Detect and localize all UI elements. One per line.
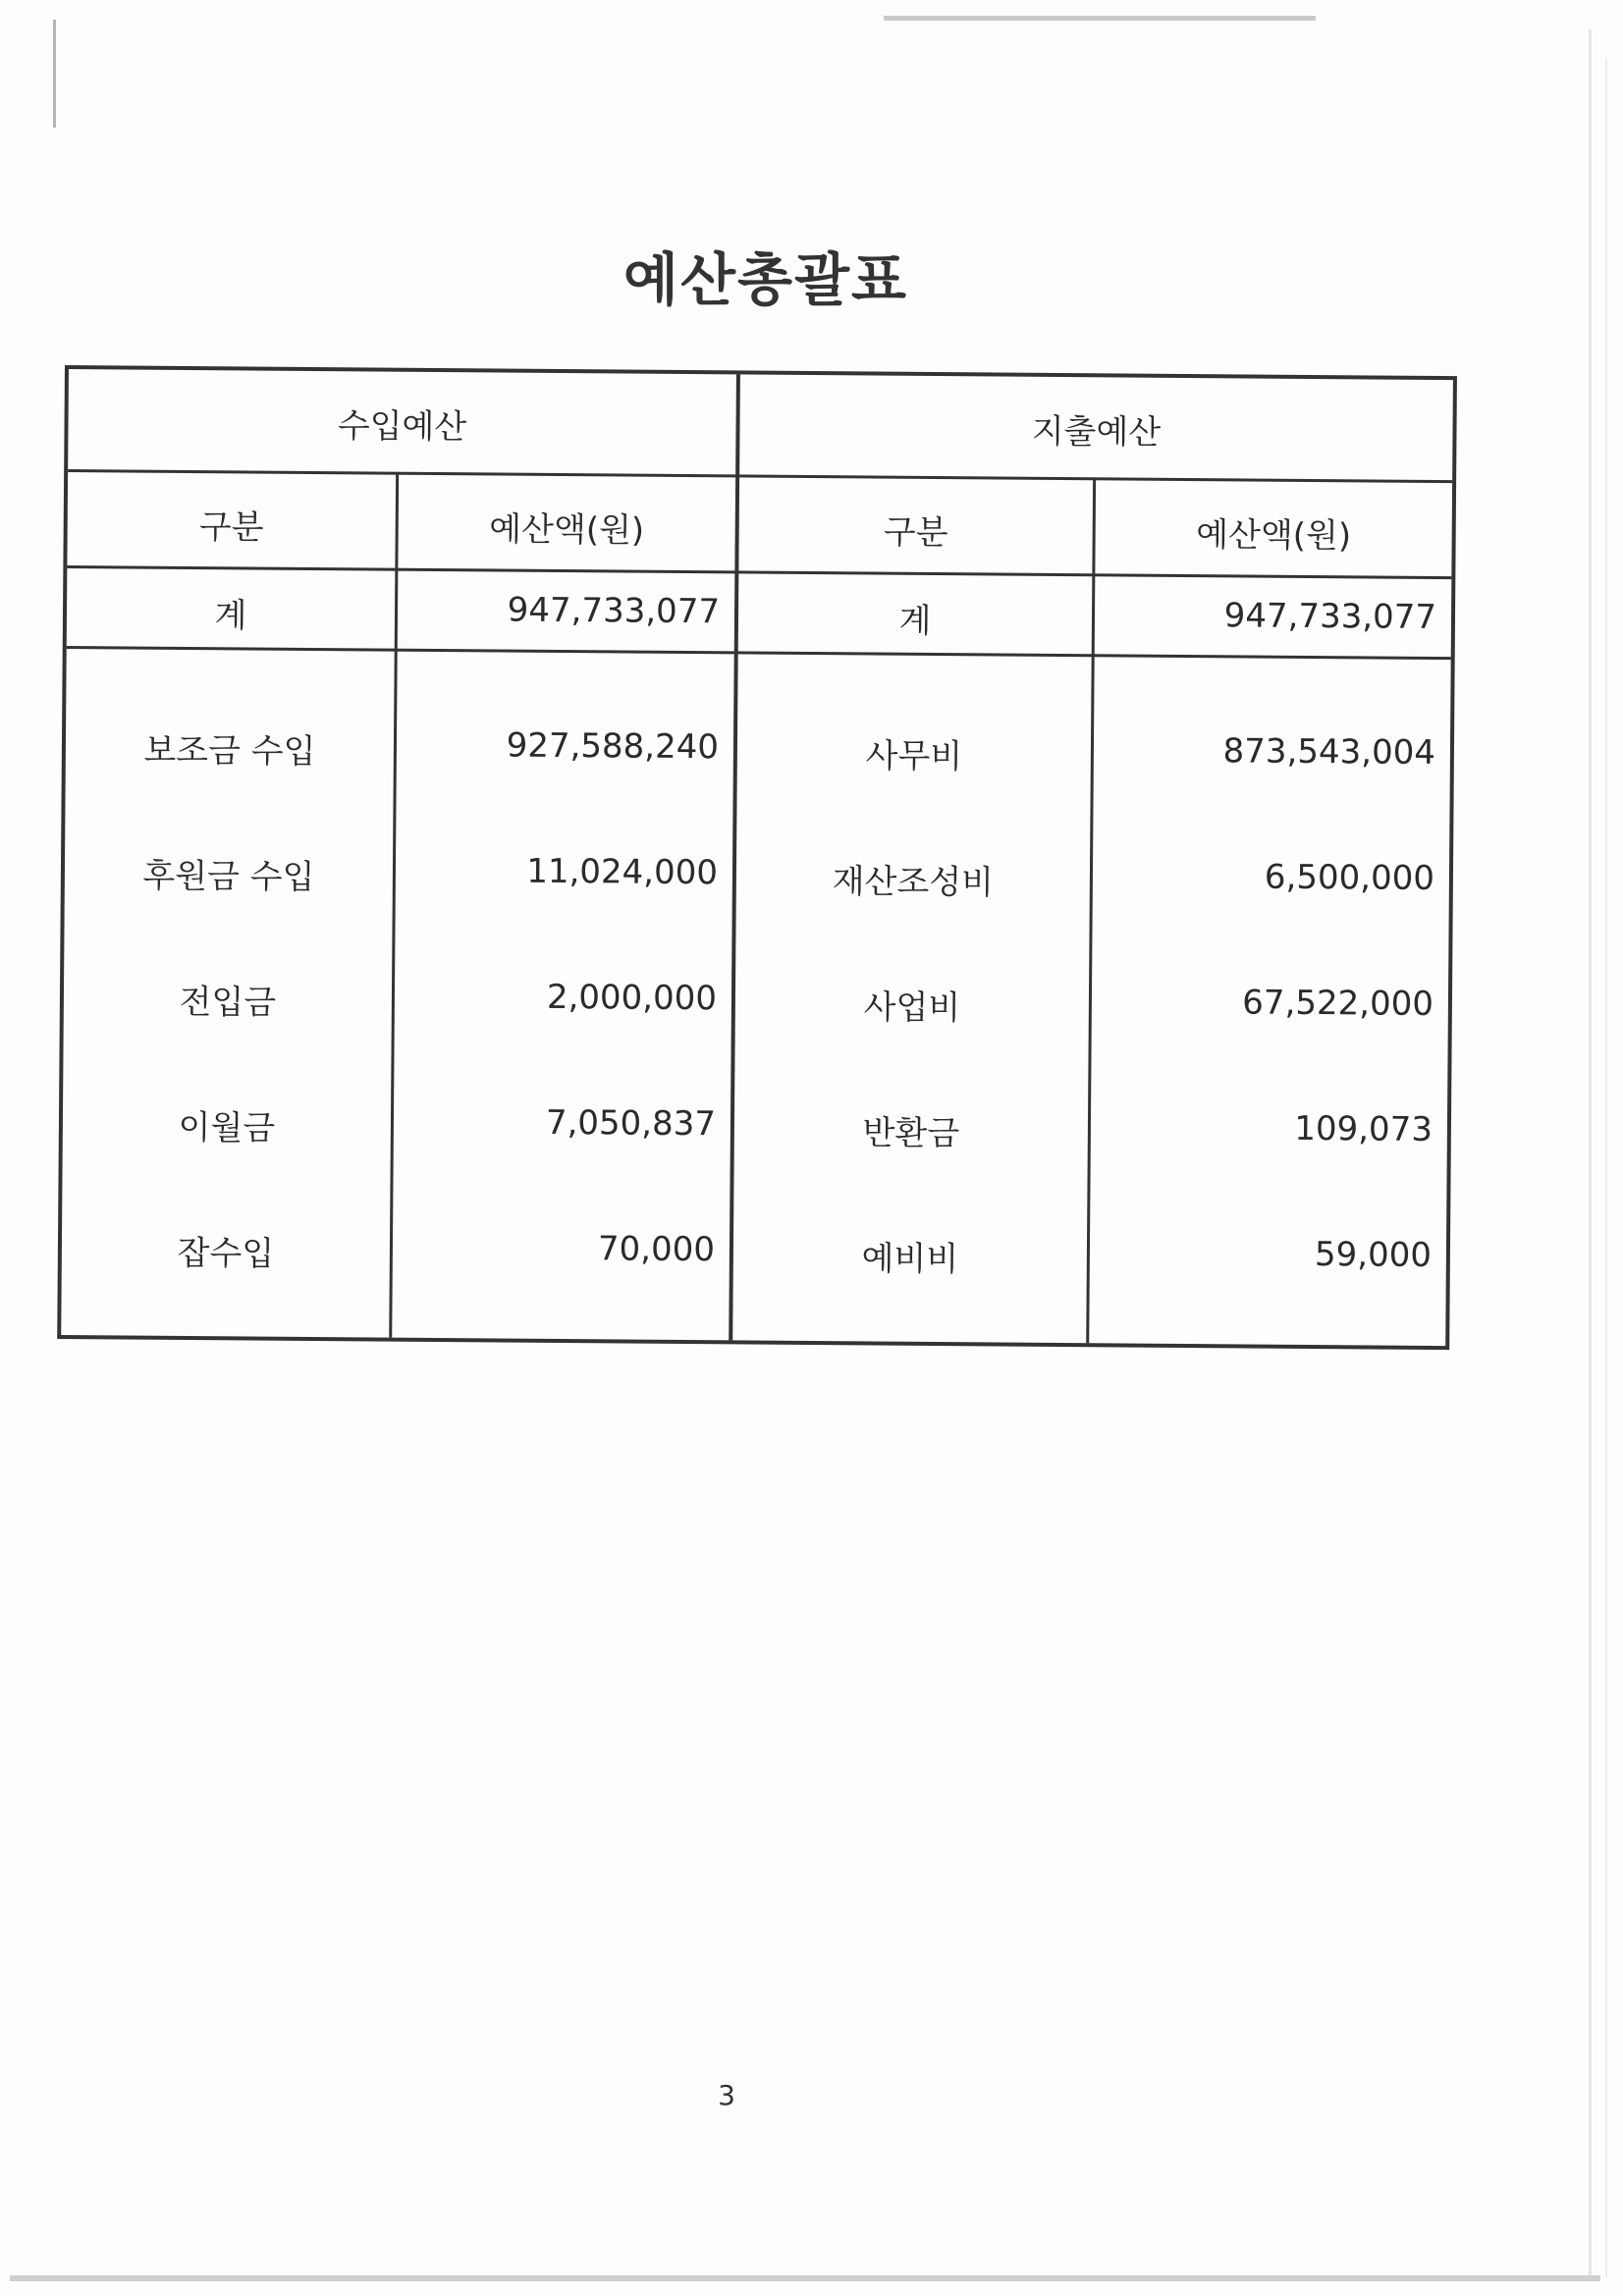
income-row-label: 이월금 (178, 1107, 276, 1148)
income-amount-header: 예산액(원) (489, 509, 645, 551)
income-total-label: 계 (214, 596, 247, 636)
scan-edge-top (884, 16, 1316, 21)
scan-edge-right (1589, 29, 1592, 2277)
page-title: 예산총괄표 (622, 246, 909, 313)
income-row-label: 보조금 수입 (143, 730, 316, 773)
income-row-amount: 11,024,000 (526, 851, 719, 893)
income-row-label: 잡수입 (177, 1233, 275, 1274)
expense-row-label: 예비비 (861, 1239, 959, 1280)
expense-row-amount: 873,543,004 (1222, 731, 1436, 773)
expense-amount-header: 예산액(원) (1196, 515, 1352, 557)
table-rule-total (67, 646, 1451, 660)
income-row-label: 후원금 수입 (142, 856, 315, 898)
table-rule-header (68, 469, 1452, 483)
expense-row-amount: 109,073 (1294, 1108, 1434, 1149)
income-category-header: 구분 (198, 507, 264, 548)
expense-row-label: 반환금 (862, 1113, 960, 1154)
page-number: 3 (718, 2079, 735, 2111)
income-row-label: 전입금 (179, 982, 277, 1023)
table-rule-columns (67, 565, 1451, 579)
expense-row-label: 사업비 (863, 988, 961, 1029)
expense-category-header: 구분 (883, 512, 948, 554)
scan-edge-bottom (10, 2275, 1600, 2281)
income-total-amount: 947,733,077 (507, 590, 721, 632)
income-row-amount: 2,000,000 (546, 977, 718, 1019)
expense-row-label: 재산조성비 (832, 862, 995, 903)
expense-row-amount: 6,500,000 (1264, 857, 1435, 898)
scan-edge-right-inner (1605, 59, 1607, 2277)
scan-edge-left (53, 20, 56, 128)
income-row-amount: 70,000 (597, 1229, 716, 1270)
expense-row-label: 사무비 (865, 736, 963, 777)
income-row-amount: 927,588,240 (506, 725, 720, 768)
income-budget-header: 수입예산 (337, 406, 467, 448)
budget-summary-table (57, 365, 1457, 1350)
expense-total-label: 계 (898, 601, 932, 641)
income-row-amount: 7,050,837 (545, 1102, 717, 1145)
expense-row-amount: 59,000 (1314, 1235, 1433, 1275)
expense-total-amount: 947,733,077 (1223, 596, 1437, 637)
expense-budget-header: 지출예산 (1031, 411, 1162, 453)
expense-row-amount: 67,522,000 (1242, 983, 1434, 1024)
